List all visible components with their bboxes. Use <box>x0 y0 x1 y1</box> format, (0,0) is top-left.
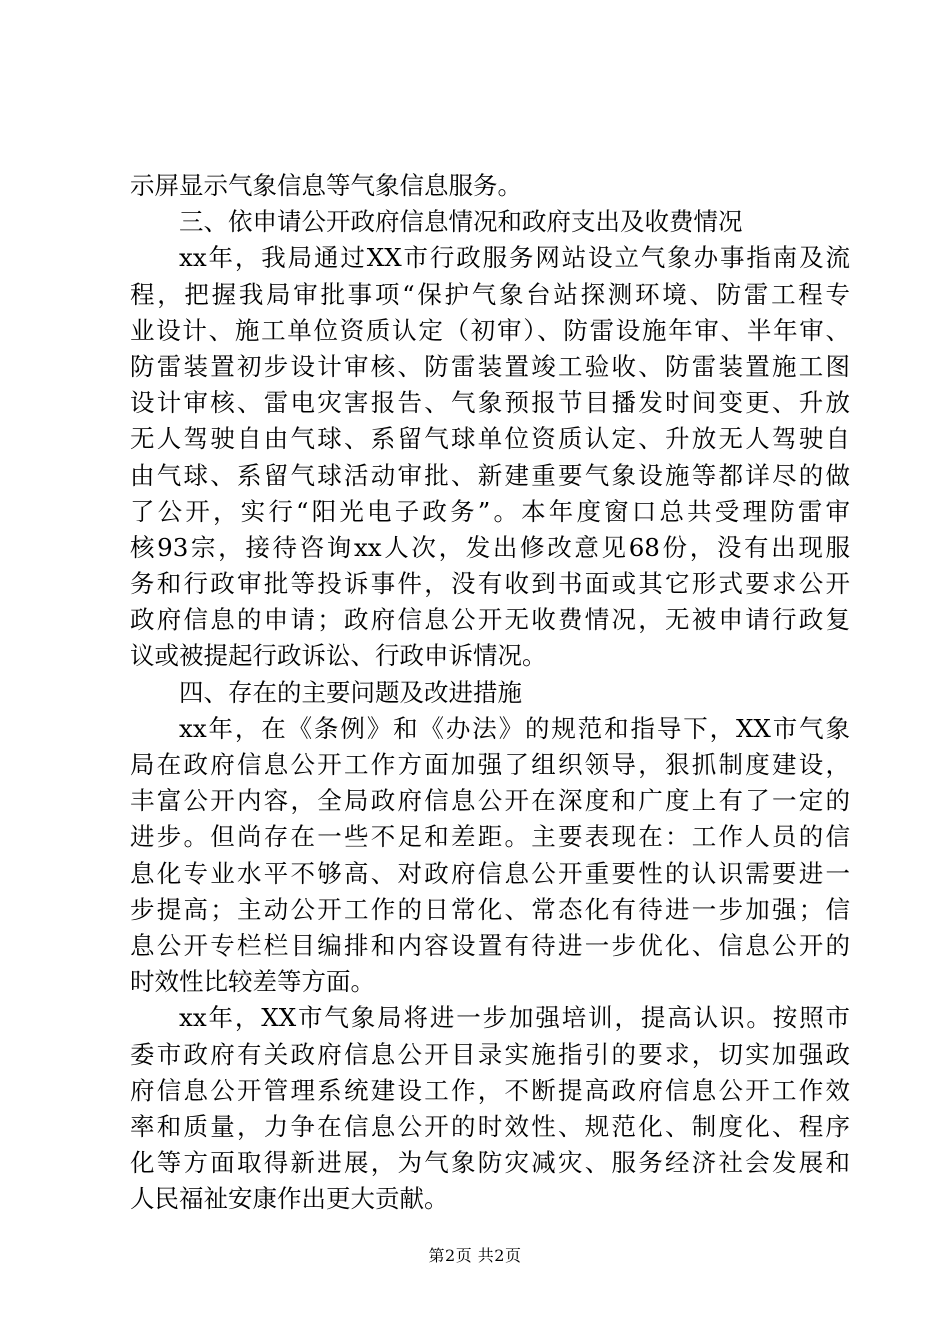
text-line: 务和行政审批等投诉事件，没有收到书面或其它形式要求公开 <box>130 569 850 599</box>
text-line: 防雷装置初步设计审核、防雷装置竣工验收、防雷装置施工图 <box>130 351 850 381</box>
heading-line: 三、依申请公开政府信息情况和政府支出及收费情况 <box>179 207 743 237</box>
text-line: 议或被提起行政诉讼、行政申诉情况。 <box>130 641 547 671</box>
text-line: 程，把握我局审批事项“保护气象台站探测环境、防雷工程专 <box>130 279 850 309</box>
text-line: 无人驾驶自由气球、系留气球单位资质认定、升放无人驾驶自 <box>130 424 850 454</box>
text-line: 政府信息的申请；政府信息公开无收费情况，无被申请行政复 <box>130 605 850 635</box>
document-body <box>130 168 850 1217</box>
text-line: 由气球、系留气球活动审批、新建重要气象设施等都详尽的做 <box>130 460 850 490</box>
paragraph-problems <box>130 711 850 1001</box>
paragraph-improvements <box>130 1000 850 1217</box>
text-line: 了公开，实行“阳光电子政务”。本年度窗口总共受理防雷审 <box>130 496 850 526</box>
text-line: 进步。但尚存在一些不足和差距。主要表现在：工作人员的信 <box>130 822 850 852</box>
section-heading-3 <box>130 204 850 240</box>
section-heading-4 <box>130 675 850 711</box>
text-line: 息化专业水平不够高、对政府信息公开重要性的认识需要进一 <box>130 858 850 888</box>
text-line: 示屏显示气象信息等气象信息服务。 <box>130 171 522 200</box>
paragraph-application-disclosure <box>130 240 850 674</box>
text-line: 丰富公开内容，全局政府信息公开在深度和广度上有了一定的 <box>130 786 850 816</box>
text-line: 业设计、施工单位资质认定（初审）、防雷设施年审、半年审、 <box>130 315 850 345</box>
text-line: 步提高；主动公开工作的日常化、常态化有待进一步加强；信 <box>130 894 850 924</box>
text-line: 府信息公开管理系统建设工作，不断提高政府信息公开工作效 <box>130 1075 850 1105</box>
heading-line: 四、存在的主要问题及改进措施 <box>179 677 522 707</box>
text-line: 息公开专栏栏目编排和内容设置有待进一步优化、信息公开的 <box>130 930 850 960</box>
page-number-footer: 第2页 共2页 <box>428 1246 522 1265</box>
text-line: 率和质量，力争在信息公开的时效性、规范化、制度化、程序 <box>130 1111 850 1141</box>
text-line: 时效性比较差等方面。 <box>130 967 375 997</box>
text-line: xx年，XX市气象局将进一步加强培训，提高认识。按照市 <box>179 1003 850 1033</box>
text-line: 人民福祉安康作出更大贡献。 <box>130 1184 449 1214</box>
text-line: 局在政府信息公开工作方面加强了组织领导，狠抓制度建设， <box>130 750 850 779</box>
text-line: 设计审核、雷电灾害报告、气象预报节目播发时间变更、升放 <box>130 388 850 418</box>
text-line: xx年，我局通过XX市行政服务网站设立气象办事指南及流 <box>179 243 850 273</box>
text-line: 核93宗，接待咨询xx人次，发出修改意见68份，没有出现服 <box>130 532 850 562</box>
text-line: 化等方面取得新进展，为气象防灾减灾、服务经济社会发展和 <box>130 1148 850 1178</box>
text-line: 委市政府有关政府信息公开目录实施指引的要求，切实加强政 <box>130 1039 850 1069</box>
paragraph-continuation <box>130 168 850 204</box>
text-line: xx年，在《条例》和《办法》的规范和指导下，XX市气象 <box>179 713 850 743</box>
